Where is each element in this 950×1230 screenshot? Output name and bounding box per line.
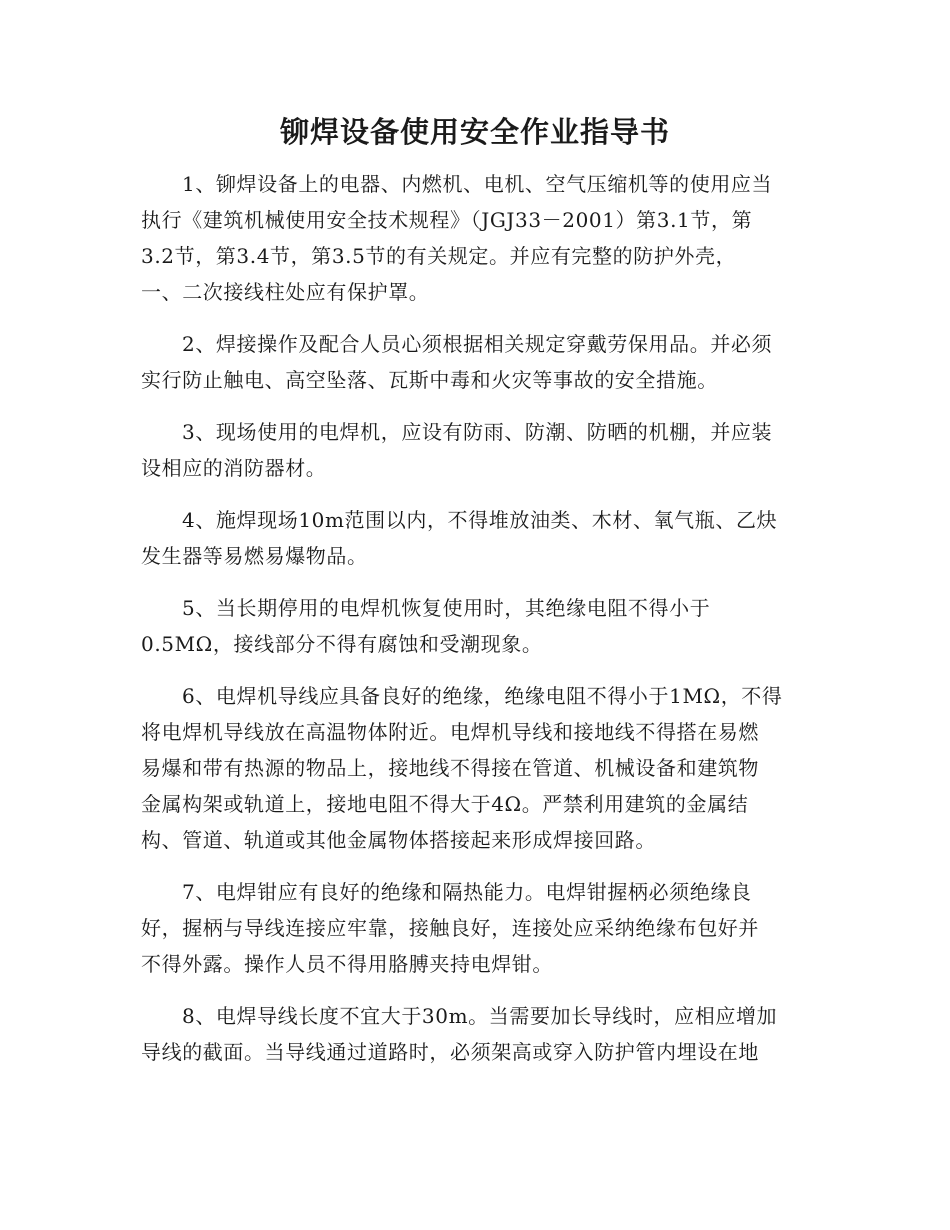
paragraph-line: 7、电焊钳应有良好的绝缘和隔热能力。电焊钳握柄必须绝缘良 [182, 880, 752, 904]
paragraph-line: 2、焊接操作及配合人员心须根据相关规定穿戴劳保用品。并必须 [182, 332, 773, 356]
paragraph-1 [141, 166, 811, 310]
paragraph-2 [141, 326, 811, 398]
paragraph-line: 0.5MΩ，接线部分不得有腐蚀和受潮现象。 [141, 632, 543, 656]
paragraph-3 [141, 414, 811, 486]
paragraph-line: 设相应的消防器材。 [141, 456, 327, 480]
paragraph-line: 执行《建筑机械使用安全技术规程》（JGJ33－2001）第3.1节，第 [141, 208, 753, 232]
document-title: 铆焊设备使用安全作业指导书 [279, 115, 670, 149]
paragraph-line: 3.2节，第3.4节，第3.5节的有关规定。并应有完整的防护外壳， [141, 244, 737, 268]
paragraph-line: 5、当长期停用的电焊机恢复使用时，其绝缘电阻不得小于 [182, 596, 711, 620]
paragraph-8 [141, 998, 811, 1070]
paragraph-4 [141, 502, 811, 574]
paragraph-line: 8、电焊导线长度不宜大于30m。当需要加长导线时，应相应增加 [182, 1004, 778, 1028]
paragraph-5 [141, 590, 811, 662]
paragraph-line: 1、铆焊设备上的电器、内燃机、电机、空气压缩机等的使用应当 [182, 172, 773, 196]
paragraph-line: 金属构架或轨道上，接地电阻不得大于4Ω。严禁利用建筑的金属结 [141, 792, 749, 816]
paragraph-6 [141, 678, 811, 858]
paragraph-line: 6、电焊机导线应具备良好的绝缘，绝缘电阻不得小于1MΩ，不得 [182, 684, 783, 708]
paragraph-line: 3、现场使用的电焊机，应设有防雨、防潮、防晒的机棚，并应装 [182, 420, 773, 444]
paragraph-line: 实行防止触电、高空坠落、瓦斯中毒和火灾等事故的安全措施。 [141, 368, 718, 392]
paragraph-line: 好，握柄与导线连接应牢靠，接触良好，连接处应采纳绝缘布包好并 [141, 916, 759, 940]
paragraph-7 [141, 874, 811, 982]
document-body [141, 166, 811, 1086]
paragraph-line: 构、管道、轨道或其他金属物体搭接起来形成焊接回路。 [141, 828, 656, 852]
paragraph-line: 导线的截面。当导线通过道路时，必须架高或穿入防护管内埋设在地 [141, 1040, 759, 1064]
paragraph-line: 将电焊机导线放在高温物体附近。电焊机导线和接地线不得搭在易燃 [141, 720, 759, 744]
paragraph-line: 易爆和带有热源的物品上，接地线不得接在管道、机械设备和建筑物 [141, 756, 759, 780]
paragraph-line: 一、二次接线柱处应有保护罩。 [141, 280, 430, 304]
paragraph-line: 发生器等易燃易爆物品。 [141, 544, 368, 568]
paragraph-line: 4、施焊现场10m范围以内，不得堆放油类、木材、氧气瓶、乙炔 [182, 508, 778, 532]
paragraph-line: 不得外露。操作人员不得用胳膊夹持电焊钳。 [141, 952, 553, 976]
